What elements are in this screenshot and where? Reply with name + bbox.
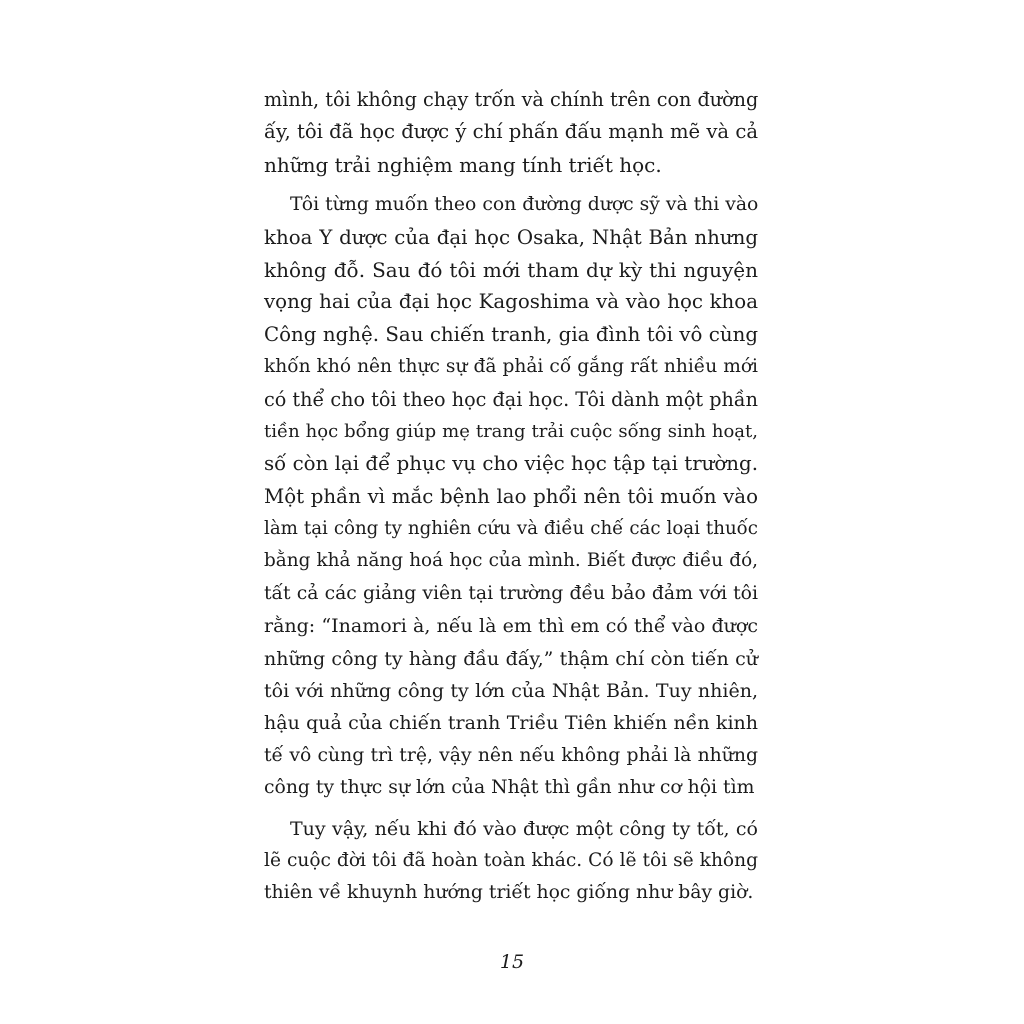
- text-line: Công nghệ. Sau chiến tranh, gia đình tôi vô cùng: [264, 322, 758, 346]
- text-line: tất cả các giảng viên tại trường đều bảo đảm với tôi: [264, 582, 758, 604]
- text-line: hậu quả của chiến tranh Triều Tiên khiến nền kinh: [264, 712, 758, 735]
- body-text: [264, 84, 758, 910]
- text-line: vọng hai của đại học Kagoshima và vào học khoa: [264, 290, 758, 314]
- text-line: không đỗ. Sau đó tôi mới tham dự kỳ thi nguyện: [264, 257, 758, 282]
- text-line: Tôi từng muốn theo con đường dược sỹ và thi vào: [290, 194, 759, 216]
- text-line: lẽ cuộc đời tôi đã hoàn toàn khác. Có lẽ tôi sẽ không: [264, 849, 758, 871]
- text-line: bằng khả năng hoá học của mình. Biết được điều đó,: [264, 550, 758, 572]
- text-line: ấy, tôi đã học được ý chí phấn đấu mạnh mẽ và cả: [264, 120, 758, 144]
- page-number: 15: [499, 951, 525, 973]
- text-line: làm tại công ty nghiên cứu và điều chế các loại thuốc: [264, 518, 758, 540]
- text-line: khoa Y dược của đại học Osaka, Nhật Bản nhưng: [264, 225, 758, 249]
- text-line: những trải nghiệm mang tính triết học.: [264, 152, 662, 177]
- text-line: thiên về khuynh hướng triết học giống như bây giờ.: [264, 882, 754, 904]
- text-line: Một phần vì mắc bệnh lao phổi nên tôi muốn vào: [264, 484, 758, 508]
- text-line: tế vô cùng trì trệ, vậy nên nếu không phải là những: [264, 744, 758, 766]
- text-line: tôi với những công ty lớn của Nhật Bản. Tuy nhiên,: [264, 680, 758, 703]
- text-line: có thể cho tôi theo học đại học. Tôi dành một phần: [264, 387, 758, 411]
- text-line: rằng: “Inamori à, nếu là em thì em có thể vào được: [264, 615, 758, 638]
- text-line: số còn lại để phục vụ cho việc học tập tại trường.: [264, 452, 758, 476]
- text-line: khốn khó nên thực sự đã phải cố gắng rất nhiều mới: [264, 356, 758, 378]
- text-line: mình, tôi không chạy trốn và chính trên con đường: [264, 88, 759, 111]
- text-line: Tuy vậy, nếu khi đó vào được một công ty tốt, có: [290, 817, 758, 840]
- text-line: tiền học bổng giúp mẹ trang trải cuộc sống sinh hoạt,: [264, 420, 758, 442]
- text-line: những công ty hàng đầu đấy,” thậm chí còn tiến cử: [264, 647, 758, 670]
- text-line: công ty thực sự lớn của Nhật thì gần như cơ hội tìm: [264, 777, 755, 799]
